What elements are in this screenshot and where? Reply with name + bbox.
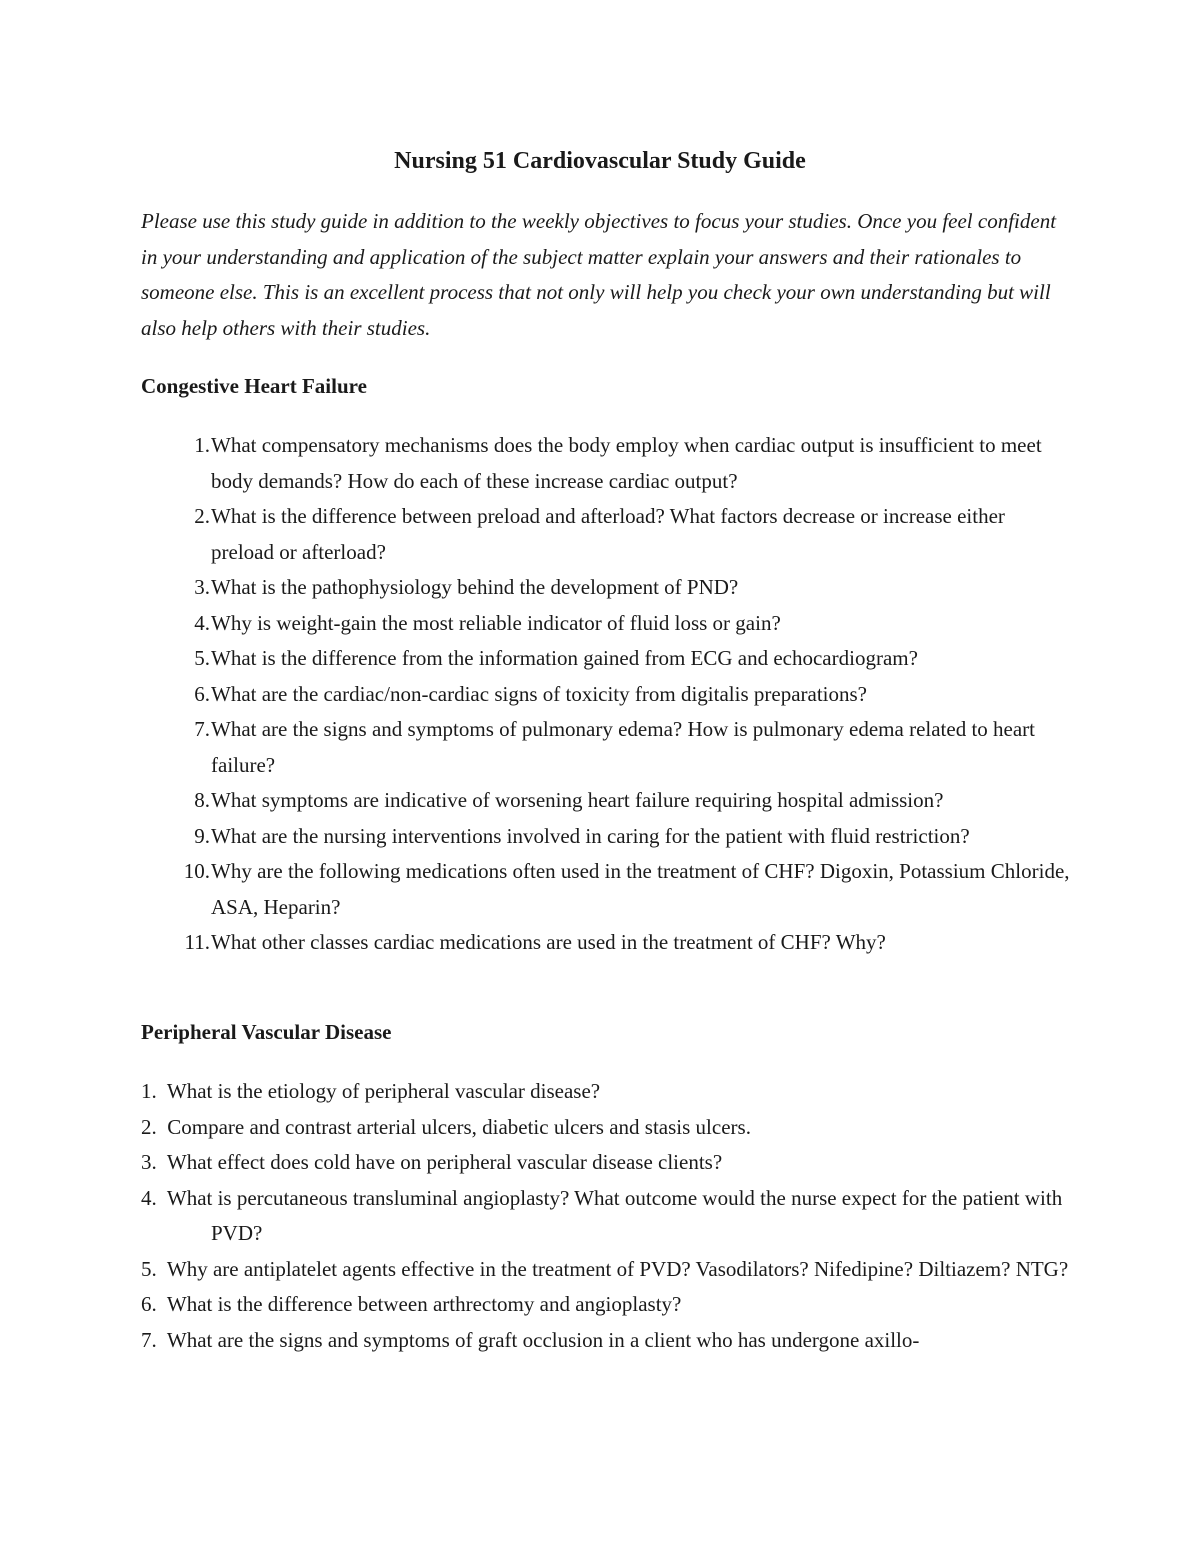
list-item <box>141 641 1071 677</box>
pvd-section-heading: Peripheral Vascular Disease <box>141 1020 392 1044</box>
item-number: 11. <box>184 930 210 954</box>
item-number: 9. <box>194 823 210 848</box>
list-item <box>141 606 1071 642</box>
item-text: What is the difference from the information gained from ECG and echocardiogram? <box>211 646 918 670</box>
list-item <box>141 1252 1071 1288</box>
list-item <box>141 1181 1071 1252</box>
item-number: 10. <box>183 859 210 883</box>
item-number: 5. <box>194 646 210 670</box>
list-item <box>141 819 1071 855</box>
item-text: What compensatory mechanisms does the body employ when cardiac output is insufficient to meet body demands? How do each of these increase cardiac output? <box>211 433 1042 493</box>
item-text: What is the difference between arthrectomy and angioplasty? <box>166 1292 682 1316</box>
item-number: 3. <box>141 1150 157 1174</box>
item-text: Why are antiplatelet agents effective in the treatment of PVD? Vasodilators? Nifedipine? Diltiazem? NTG? <box>166 1256 1069 1281</box>
item-text: What symptoms are indicative of worsening heart failure requiring hospital admission? <box>211 788 944 812</box>
item-text: What are the nursing interventions involved in caring for the patient with fluid restriction? <box>211 823 970 848</box>
page-title: Nursing 51 Cardiovascular Study Guide <box>394 148 806 174</box>
list-item <box>141 428 1071 499</box>
item-text: Compare and contrast arterial ulcers, diabetic ulcers and stasis ulcers. <box>167 1114 751 1139</box>
item-number: 4. <box>194 610 210 635</box>
list-item <box>141 1074 1071 1110</box>
list-item <box>141 712 1071 783</box>
item-number: 3. <box>194 575 210 599</box>
list-item <box>141 1110 1071 1146</box>
item-text: What is percutaneous transluminal angioplasty? What outcome would the nurse expect for the patient with PVD? <box>166 1185 1063 1245</box>
item-number: 8. <box>194 788 210 812</box>
list-item <box>141 854 1071 925</box>
item-text: What effect does cold have on peripheral vascular disease clients? <box>166 1150 723 1174</box>
item-text: What is the difference between preload and afterload? What factors decrease or increase either preload or afterload? <box>211 504 1005 564</box>
item-number: 1. <box>194 433 210 457</box>
list-item <box>141 783 1071 819</box>
list-item <box>141 925 1071 961</box>
item-text: What are the signs and symptoms of graft occlusion in a client who has undergone axillo- <box>166 1327 920 1352</box>
list-item <box>141 677 1071 713</box>
item-number: 6. <box>141 1292 157 1316</box>
item-text: Why is weight-gain the most reliable indicator of fluid loss or gain? <box>211 610 781 635</box>
item-number: 7. <box>194 717 210 741</box>
intro-paragraph: Please use this study guide in addition to the weekly objectives to focus your studies. Once you feel confident in your understanding and application of the subject matter explain your answers and their rationales to someone else. This is an excellent process that not only will help you check your own understanding but will also help others with their studies. <box>141 209 1057 340</box>
item-number: 2. <box>141 1114 157 1139</box>
chf-section-heading: Congestive Heart Failure <box>141 374 367 398</box>
item-text: What are the cardiac/non-cardiac signs of toxicity from digitalis preparations? <box>211 681 867 706</box>
item-text: What is the pathophysiology behind the development of PND? <box>211 575 739 599</box>
item-number: 2. <box>194 504 210 528</box>
list-item <box>141 1287 1071 1323</box>
list-item <box>141 570 1071 606</box>
pvd-question-list <box>141 1074 1071 1358</box>
item-number: 4. <box>141 1185 157 1210</box>
chf-question-list <box>141 428 1071 961</box>
item-number: 5. <box>141 1256 157 1281</box>
item-number: 1. <box>141 1079 157 1103</box>
item-text: What are the signs and symptoms of pulmonary edema? How is pulmonary edema related to heart failure? <box>211 717 1036 777</box>
list-item <box>141 499 1071 570</box>
list-item <box>141 1145 1071 1181</box>
item-text: What other classes cardiac medications are used in the treatment of CHF? Why? <box>211 930 886 954</box>
item-text: Why are the following medications often used in the treatment of CHF? Digoxin, Potassium Chloride, ASA, Heparin? <box>211 859 1070 919</box>
list-item <box>141 1323 1071 1359</box>
item-number: 7. <box>141 1327 157 1352</box>
item-number: 6. <box>194 681 210 706</box>
item-text: What is the etiology of peripheral vascular disease? <box>166 1079 601 1103</box>
